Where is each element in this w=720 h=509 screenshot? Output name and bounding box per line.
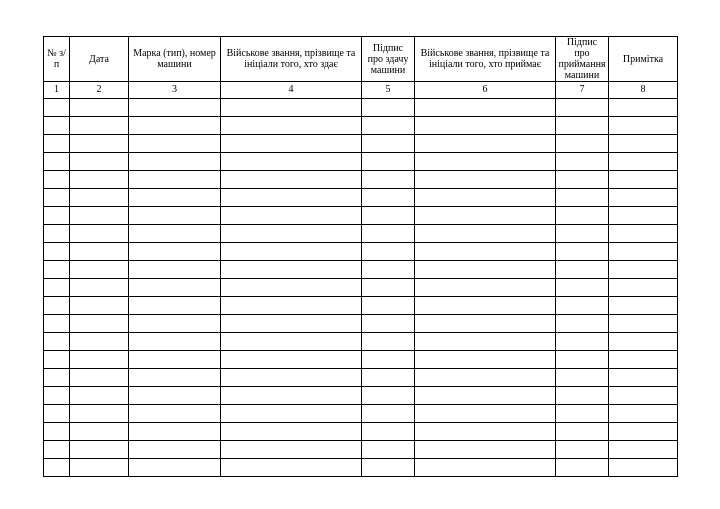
table-cell[interactable] [44,333,70,351]
table-cell[interactable] [362,333,415,351]
table-cell[interactable] [556,459,609,477]
table-cell[interactable] [415,333,556,351]
table-cell[interactable] [70,351,129,369]
table-cell[interactable] [609,315,678,333]
table-cell[interactable] [362,189,415,207]
table-cell[interactable] [129,351,221,369]
table-cell[interactable] [609,153,678,171]
table-cell[interactable] [221,189,362,207]
table-cell[interactable] [362,459,415,477]
table-cell[interactable] [609,135,678,153]
table-cell[interactable] [609,297,678,315]
table-cell[interactable] [609,441,678,459]
table-cell[interactable] [129,135,221,153]
table-row [44,261,678,279]
table-cell[interactable] [556,387,609,405]
table-cell[interactable] [44,387,70,405]
column-number: 1 [44,82,70,99]
table-row [44,369,678,387]
table-cell[interactable] [556,99,609,117]
table-cell[interactable] [609,387,678,405]
table-cell[interactable] [415,243,556,261]
header-cell-date: Дата [70,37,129,82]
table-cell[interactable] [129,279,221,297]
table-cell[interactable] [609,171,678,189]
table-cell[interactable] [415,189,556,207]
column-number: 5 [362,82,415,99]
column-number: 7 [556,82,609,99]
table-cell[interactable] [129,297,221,315]
table-row [44,117,678,135]
table-cell[interactable] [70,171,129,189]
table-cell[interactable] [44,117,70,135]
table-cell[interactable] [70,189,129,207]
table-cell[interactable] [415,297,556,315]
table-cell[interactable] [129,99,221,117]
table-cell[interactable] [44,351,70,369]
table-row [44,351,678,369]
table-cell[interactable] [362,99,415,117]
table-cell[interactable] [129,387,221,405]
table-cell[interactable] [129,225,221,243]
table-cell[interactable] [362,387,415,405]
table-cell[interactable] [129,153,221,171]
table-cell[interactable] [221,99,362,117]
table-cell[interactable] [415,351,556,369]
table-cell[interactable] [221,171,362,189]
table-cell[interactable] [70,261,129,279]
table-cell[interactable] [362,405,415,423]
table-cell[interactable] [415,171,556,189]
table-cell[interactable] [556,189,609,207]
table-cell[interactable] [129,459,221,477]
table-cell[interactable] [129,315,221,333]
table-cell[interactable] [362,135,415,153]
table-cell[interactable] [415,459,556,477]
table-row [44,297,678,315]
table-cell[interactable] [221,441,362,459]
table-cell[interactable] [415,315,556,333]
table-cell[interactable] [556,135,609,153]
table-row [44,315,678,333]
table-cell[interactable] [609,261,678,279]
table-row [44,441,678,459]
table-cell[interactable] [609,225,678,243]
table-cell[interactable] [362,117,415,135]
table-cell[interactable] [415,99,556,117]
table-cell[interactable] [221,153,362,171]
table-cell[interactable] [44,189,70,207]
table-row [44,207,678,225]
table-row [44,189,678,207]
table-cell[interactable] [415,387,556,405]
table-cell[interactable] [221,315,362,333]
table-cell[interactable] [362,441,415,459]
table-cell[interactable] [556,153,609,171]
table-cell[interactable] [609,333,678,351]
table-cell[interactable] [44,207,70,225]
table-row [44,243,678,261]
table-cell[interactable] [609,99,678,117]
table-cell[interactable] [129,369,221,387]
table-cell[interactable] [609,405,678,423]
table-cell[interactable] [221,243,362,261]
table-cell[interactable] [362,261,415,279]
table-cell[interactable] [221,459,362,477]
table-cell[interactable] [44,459,70,477]
table-cell[interactable] [362,315,415,333]
header-cell-row-number: № з/п [44,37,70,82]
table-cell[interactable] [129,261,221,279]
table-cell[interactable] [415,423,556,441]
table-cell[interactable] [221,279,362,297]
table-cell[interactable] [556,423,609,441]
table-cell[interactable] [556,279,609,297]
table-cell[interactable] [70,315,129,333]
table-cell[interactable] [556,171,609,189]
table-cell[interactable] [221,405,362,423]
header-cell-handover-signature: Підпис про здачу машини [362,37,415,82]
table-row [44,333,678,351]
table-cell[interactable] [362,351,415,369]
table-cell[interactable] [129,117,221,135]
table-cell[interactable] [70,207,129,225]
table-cell[interactable] [556,369,609,387]
table-row [44,225,678,243]
table-cell[interactable] [70,135,129,153]
table-row [44,99,678,117]
table-cell[interactable] [221,117,362,135]
table-cell[interactable] [415,117,556,135]
table-cell[interactable] [129,405,221,423]
column-number: 4 [221,82,362,99]
table-cell[interactable] [362,225,415,243]
table-cell[interactable] [221,225,362,243]
table-cell[interactable] [70,297,129,315]
table-cell[interactable] [44,369,70,387]
table-cell[interactable] [556,315,609,333]
table-row [44,279,678,297]
table-cell[interactable] [44,297,70,315]
table-cell[interactable] [221,369,362,387]
table-cell[interactable] [556,261,609,279]
header-cell-received-by: Військове звання, прізвище та ініціали того, хто приймає [415,37,556,82]
table-cell[interactable] [609,459,678,477]
table-cell[interactable] [70,225,129,243]
table-cell[interactable] [556,225,609,243]
column-number: 3 [129,82,221,99]
table-cell[interactable] [362,243,415,261]
table-row [44,153,678,171]
table-cell[interactable] [129,207,221,225]
column-number-row [44,82,678,99]
journal-sheet [43,36,677,477]
table-cell[interactable] [221,135,362,153]
table-cell[interactable] [556,207,609,225]
table-cell[interactable] [70,387,129,405]
table-cell[interactable] [44,261,70,279]
table-cell[interactable] [44,243,70,261]
table-cell[interactable] [129,333,221,351]
table-cell[interactable] [556,297,609,315]
table-cell[interactable] [44,171,70,189]
table-cell[interactable] [70,153,129,171]
table-cell[interactable] [44,441,70,459]
table-cell[interactable] [70,279,129,297]
table-cell[interactable] [556,243,609,261]
table-row [44,459,678,477]
table-cell[interactable] [70,333,129,351]
table-cell[interactable] [415,261,556,279]
table-cell[interactable] [70,369,129,387]
column-number: 8 [609,82,678,99]
table-cell[interactable] [44,153,70,171]
table-cell[interactable] [609,189,678,207]
table-cell[interactable] [556,405,609,423]
table-cell[interactable] [129,189,221,207]
table-cell[interactable] [362,171,415,189]
table-cell[interactable] [129,423,221,441]
table-cell[interactable] [609,369,678,387]
table-cell[interactable] [556,333,609,351]
table-cell[interactable] [556,117,609,135]
table-cell[interactable] [70,99,129,117]
table-cell[interactable] [221,423,362,441]
table-cell[interactable] [415,225,556,243]
table-cell[interactable] [362,297,415,315]
table-cell[interactable] [129,243,221,261]
table-row [44,387,678,405]
table-cell[interactable] [415,405,556,423]
table-cell[interactable] [44,225,70,243]
table-cell[interactable] [415,369,556,387]
table-cell[interactable] [609,207,678,225]
table-cell[interactable] [556,441,609,459]
table-cell[interactable] [609,279,678,297]
table-cell[interactable] [415,279,556,297]
table-cell[interactable] [609,423,678,441]
table-cell[interactable] [70,459,129,477]
table-cell[interactable] [70,441,129,459]
table-cell[interactable] [70,243,129,261]
table-cell[interactable] [70,405,129,423]
table-cell[interactable] [362,279,415,297]
table-cell[interactable] [415,207,556,225]
table-cell[interactable] [70,117,129,135]
table-cell[interactable] [221,387,362,405]
table-cell[interactable] [362,207,415,225]
table-cell[interactable] [415,441,556,459]
table-row [44,405,678,423]
header-row [44,37,678,82]
column-number: 6 [415,82,556,99]
header-cell-note: Примітка [609,37,678,82]
table-cell[interactable] [415,135,556,153]
table-row [44,423,678,441]
table-row [44,135,678,153]
table-cell[interactable] [44,99,70,117]
table-cell[interactable] [129,171,221,189]
table-cell[interactable] [556,351,609,369]
table-row [44,171,678,189]
table-cell[interactable] [609,351,678,369]
table-cell[interactable] [415,153,556,171]
table-cell[interactable] [70,423,129,441]
table-cell[interactable] [221,297,362,315]
table-cell[interactable] [221,261,362,279]
header-cell-handed-over-by: Військове звання, прізвище та ініціали того, хто здає [221,37,362,82]
table-cell[interactable] [44,279,70,297]
table-cell[interactable] [362,423,415,441]
table-cell[interactable] [44,423,70,441]
table-cell[interactable] [221,333,362,351]
table-cell[interactable] [609,243,678,261]
header-cell-vehicle: Марка (тип), номер машини [129,37,221,82]
table-cell[interactable] [362,153,415,171]
table-cell[interactable] [44,135,70,153]
table-cell[interactable] [129,441,221,459]
table-cell[interactable] [609,117,678,135]
header-cell-receipt-signature: Підпис про приймання машини [556,37,609,82]
journal-table [43,36,678,477]
table-cell[interactable] [44,405,70,423]
table-cell[interactable] [362,369,415,387]
table-cell[interactable] [221,351,362,369]
table-cell[interactable] [221,207,362,225]
column-number: 2 [70,82,129,99]
table-cell[interactable] [44,315,70,333]
